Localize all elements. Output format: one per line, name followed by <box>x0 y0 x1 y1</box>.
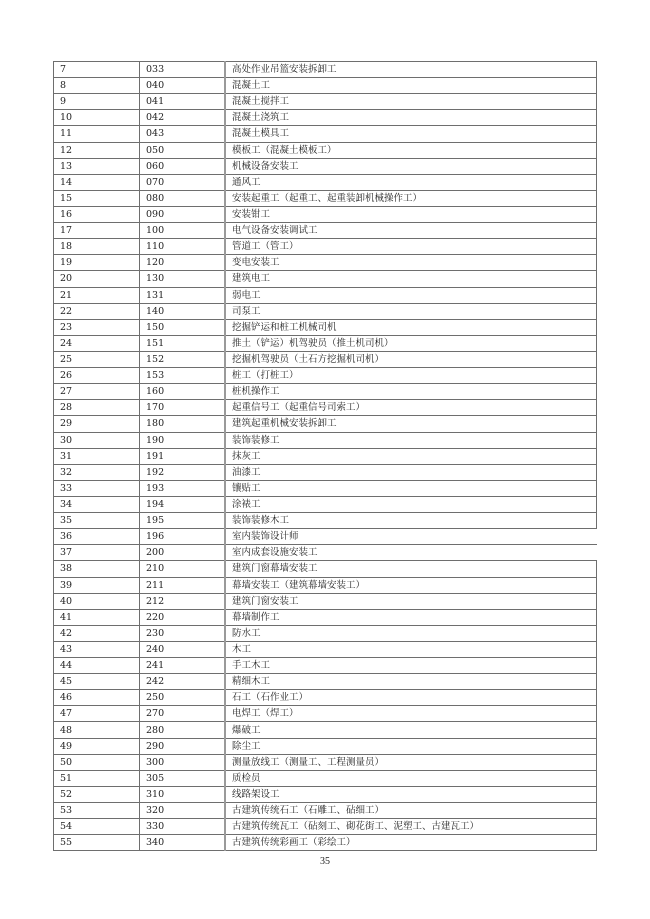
row-number-cell: 54 <box>54 819 140 835</box>
job-code-cell: 194 <box>140 496 226 512</box>
job-name-cell: 挖掘机驾驶员（土石方挖掘机司机） <box>225 351 597 367</box>
table-row <box>54 223 597 239</box>
job-name-cell: 混凝土模具工 <box>225 126 597 142</box>
job-name-cell: 质检员 <box>225 770 597 786</box>
job-code-cell: 100 <box>140 223 226 239</box>
job-code-cell: 241 <box>140 658 226 674</box>
job-code-cell: 191 <box>140 448 226 464</box>
table-row <box>54 803 597 819</box>
occupation-code-table <box>53 61 597 851</box>
job-name-cell: 混凝土搅拌工 <box>225 94 597 110</box>
row-number-cell: 46 <box>54 690 140 706</box>
job-code-cell: 195 <box>140 513 226 529</box>
table-row <box>54 62 597 78</box>
table-row <box>54 609 597 625</box>
job-name-cell: 装饰装修工 <box>225 432 597 448</box>
table-row <box>54 239 597 255</box>
row-number-cell: 20 <box>54 271 140 287</box>
table-row <box>54 738 597 754</box>
job-name-cell: 弱电工 <box>225 287 597 303</box>
job-code-cell: 270 <box>140 706 226 722</box>
job-name-cell: 装饰装修木工 <box>225 513 597 529</box>
job-code-cell: 320 <box>140 803 226 819</box>
job-code-cell: 050 <box>140 142 226 158</box>
job-code-cell: 240 <box>140 641 226 657</box>
job-name-cell: 混凝土工 <box>225 78 597 94</box>
job-name-cell: 混凝土浇筑工 <box>225 110 597 126</box>
job-name-cell: 石工（石作业工） <box>225 690 597 706</box>
job-name-cell: 防水工 <box>225 625 597 641</box>
table-row <box>54 835 597 851</box>
row-number-cell: 13 <box>54 158 140 174</box>
job-name-cell: 建筑起重机械安装拆卸工 <box>225 416 597 432</box>
job-name-cell: 司泵工 <box>225 303 597 319</box>
table-row <box>54 271 597 287</box>
row-number-cell: 53 <box>54 803 140 819</box>
table-row <box>54 110 597 126</box>
table-row <box>54 722 597 738</box>
table-row <box>54 593 597 609</box>
job-code-cell: 160 <box>140 384 226 400</box>
table-row <box>54 625 597 641</box>
table-row <box>54 368 597 384</box>
job-name-cell: 电焊工（焊工） <box>225 706 597 722</box>
row-number-cell: 26 <box>54 368 140 384</box>
row-number-cell: 39 <box>54 577 140 593</box>
job-code-cell: 230 <box>140 625 226 641</box>
job-code-cell: 300 <box>140 754 226 770</box>
job-name-cell: 涂裱工 <box>225 496 597 512</box>
job-name-cell: 推土（铲运）机驾驶员（推土机司机） <box>225 335 597 351</box>
row-number-cell: 25 <box>54 351 140 367</box>
table-row <box>54 690 597 706</box>
job-name-cell: 挖掘铲运和桩工机械司机 <box>225 319 597 335</box>
row-number-cell: 37 <box>54 545 140 561</box>
row-number-cell: 36 <box>54 529 140 545</box>
table-row <box>54 529 597 545</box>
row-number-cell: 47 <box>54 706 140 722</box>
table-row <box>54 158 597 174</box>
job-name-cell: 室内装饰设计师 <box>225 529 597 545</box>
table-row <box>54 287 597 303</box>
job-code-cell: 242 <box>140 674 226 690</box>
row-number-cell: 15 <box>54 190 140 206</box>
job-name-cell: 爆破工 <box>225 722 597 738</box>
table-row <box>54 78 597 94</box>
job-name-cell: 精细木工 <box>225 674 597 690</box>
row-number-cell: 28 <box>54 400 140 416</box>
job-code-cell: 190 <box>140 432 226 448</box>
job-code-cell: 196 <box>140 529 226 545</box>
job-code-cell: 070 <box>140 174 226 190</box>
row-number-cell: 35 <box>54 513 140 529</box>
job-name-cell: 电气设备安装调试工 <box>225 223 597 239</box>
job-code-cell: 200 <box>140 545 226 561</box>
table-row <box>54 448 597 464</box>
table-row <box>54 416 597 432</box>
job-code-cell: 211 <box>140 577 226 593</box>
job-name-cell: 变电安装工 <box>225 255 597 271</box>
table-row <box>54 190 597 206</box>
job-name-cell: 木工 <box>225 641 597 657</box>
job-code-cell: 290 <box>140 738 226 754</box>
row-number-cell: 23 <box>54 319 140 335</box>
job-code-cell: 033 <box>140 62 226 78</box>
table-row <box>54 400 597 416</box>
table-row <box>54 126 597 142</box>
table-row <box>54 786 597 802</box>
row-number-cell: 24 <box>54 335 140 351</box>
row-number-cell: 31 <box>54 448 140 464</box>
table-row <box>54 496 597 512</box>
job-code-cell: 340 <box>140 835 226 851</box>
job-name-cell: 除尘工 <box>225 738 597 754</box>
job-name-cell: 幕墙安装工（建筑幕墙安装工） <box>225 577 597 593</box>
row-number-cell: 16 <box>54 206 140 222</box>
job-name-cell: 镶贴工 <box>225 480 597 496</box>
job-code-cell: 193 <box>140 480 226 496</box>
row-number-cell: 29 <box>54 416 140 432</box>
job-name-cell: 建筑门窗安装工 <box>225 593 597 609</box>
job-code-cell: 310 <box>140 786 226 802</box>
job-code-cell: 250 <box>140 690 226 706</box>
table-row <box>54 174 597 190</box>
job-name-cell: 古建筑传统石工（石雕工、砧细工） <box>225 803 597 819</box>
row-number-cell: 9 <box>54 94 140 110</box>
row-number-cell: 10 <box>54 110 140 126</box>
job-name-cell: 建筑门窗幕墙安装工 <box>225 561 597 577</box>
job-code-cell: 212 <box>140 593 226 609</box>
table-row <box>54 480 597 496</box>
job-code-cell: 043 <box>140 126 226 142</box>
job-name-cell: 抹灰工 <box>225 448 597 464</box>
table-row <box>54 351 597 367</box>
row-number-cell: 7 <box>54 62 140 78</box>
table-row <box>54 754 597 770</box>
job-code-cell: 140 <box>140 303 226 319</box>
row-number-cell: 42 <box>54 625 140 641</box>
row-number-cell: 41 <box>54 609 140 625</box>
table-row <box>54 577 597 593</box>
job-code-cell: 153 <box>140 368 226 384</box>
job-code-cell: 280 <box>140 722 226 738</box>
row-number-cell: 48 <box>54 722 140 738</box>
table-row <box>54 94 597 110</box>
row-number-cell: 43 <box>54 641 140 657</box>
job-name-cell: 管道工（管工） <box>225 239 597 255</box>
table-row <box>54 206 597 222</box>
row-number-cell: 52 <box>54 786 140 802</box>
job-name-cell: 安装起重工（起重工、起重装卸机械操作工） <box>225 190 597 206</box>
row-number-cell: 8 <box>54 78 140 94</box>
job-name-cell: 古建筑传统彩画工（彩绘工） <box>225 835 597 851</box>
row-number-cell: 30 <box>54 432 140 448</box>
job-code-cell: 131 <box>140 287 226 303</box>
table-row <box>54 770 597 786</box>
job-name-cell: 通风工 <box>225 174 597 190</box>
job-code-cell: 130 <box>140 271 226 287</box>
table-row <box>54 545 597 561</box>
job-code-cell: 151 <box>140 335 226 351</box>
row-number-cell: 27 <box>54 384 140 400</box>
job-code-cell: 040 <box>140 78 226 94</box>
row-number-cell: 50 <box>54 754 140 770</box>
row-number-cell: 51 <box>54 770 140 786</box>
job-name-cell: 桩机操作工 <box>225 384 597 400</box>
job-code-cell: 152 <box>140 351 226 367</box>
job-code-cell: 210 <box>140 561 226 577</box>
job-code-cell: 150 <box>140 319 226 335</box>
table-row <box>54 303 597 319</box>
job-code-cell: 170 <box>140 400 226 416</box>
row-number-cell: 34 <box>54 496 140 512</box>
row-number-cell: 55 <box>54 835 140 851</box>
table-row <box>54 319 597 335</box>
table-row <box>54 432 597 448</box>
job-name-cell: 古建筑传统瓦工（砧刻工、砌花街工、泥塑工、古建瓦工） <box>225 819 597 835</box>
job-code-cell: 330 <box>140 819 226 835</box>
job-code-cell: 192 <box>140 464 226 480</box>
row-number-cell: 19 <box>54 255 140 271</box>
job-name-cell: 线路架设工 <box>225 786 597 802</box>
job-code-cell: 041 <box>140 94 226 110</box>
table-row <box>54 513 597 529</box>
job-code-cell: 042 <box>140 110 226 126</box>
job-code-cell: 220 <box>140 609 226 625</box>
job-name-cell: 模板工（混凝土模板工） <box>225 142 597 158</box>
row-number-cell: 49 <box>54 738 140 754</box>
row-number-cell: 22 <box>54 303 140 319</box>
row-number-cell: 14 <box>54 174 140 190</box>
row-number-cell: 33 <box>54 480 140 496</box>
table-row <box>54 641 597 657</box>
job-code-cell: 180 <box>140 416 226 432</box>
job-name-cell: 手工木工 <box>225 658 597 674</box>
table-row <box>54 142 597 158</box>
job-name-cell: 起重信号工（起重信号司索工） <box>225 400 597 416</box>
row-number-cell: 12 <box>54 142 140 158</box>
job-name-cell: 安装钳工 <box>225 206 597 222</box>
row-number-cell: 40 <box>54 593 140 609</box>
table-row <box>54 384 597 400</box>
table-row <box>54 658 597 674</box>
table-row <box>54 674 597 690</box>
row-number-cell: 17 <box>54 223 140 239</box>
table-body <box>54 62 597 851</box>
job-code-cell: 120 <box>140 255 226 271</box>
job-code-cell: 305 <box>140 770 226 786</box>
job-name-cell: 高处作业吊篮安装拆卸工 <box>225 62 597 78</box>
job-name-cell: 油漆工 <box>225 464 597 480</box>
table-row <box>54 255 597 271</box>
row-number-cell: 44 <box>54 658 140 674</box>
job-code-cell: 060 <box>140 158 226 174</box>
job-code-cell: 080 <box>140 190 226 206</box>
row-number-cell: 45 <box>54 674 140 690</box>
job-name-cell: 桩工（打桩工） <box>225 368 597 384</box>
job-name-cell: 测量放线工（测量工、工程测量员） <box>225 754 597 770</box>
table-row <box>54 819 597 835</box>
table-row <box>54 561 597 577</box>
job-name-cell: 机械设备安装工 <box>225 158 597 174</box>
table-row <box>54 464 597 480</box>
row-number-cell: 11 <box>54 126 140 142</box>
job-name-cell: 室内成套设施安装工 <box>225 545 597 561</box>
row-number-cell: 18 <box>54 239 140 255</box>
job-name-cell: 幕墙制作工 <box>225 609 597 625</box>
row-number-cell: 32 <box>54 464 140 480</box>
job-code-cell: 090 <box>140 206 226 222</box>
job-name-cell: 建筑电工 <box>225 271 597 287</box>
row-number-cell: 21 <box>54 287 140 303</box>
row-number-cell: 38 <box>54 561 140 577</box>
table-row <box>54 335 597 351</box>
job-code-cell: 110 <box>140 239 226 255</box>
page-number: 35 <box>320 856 330 867</box>
table-row <box>54 706 597 722</box>
